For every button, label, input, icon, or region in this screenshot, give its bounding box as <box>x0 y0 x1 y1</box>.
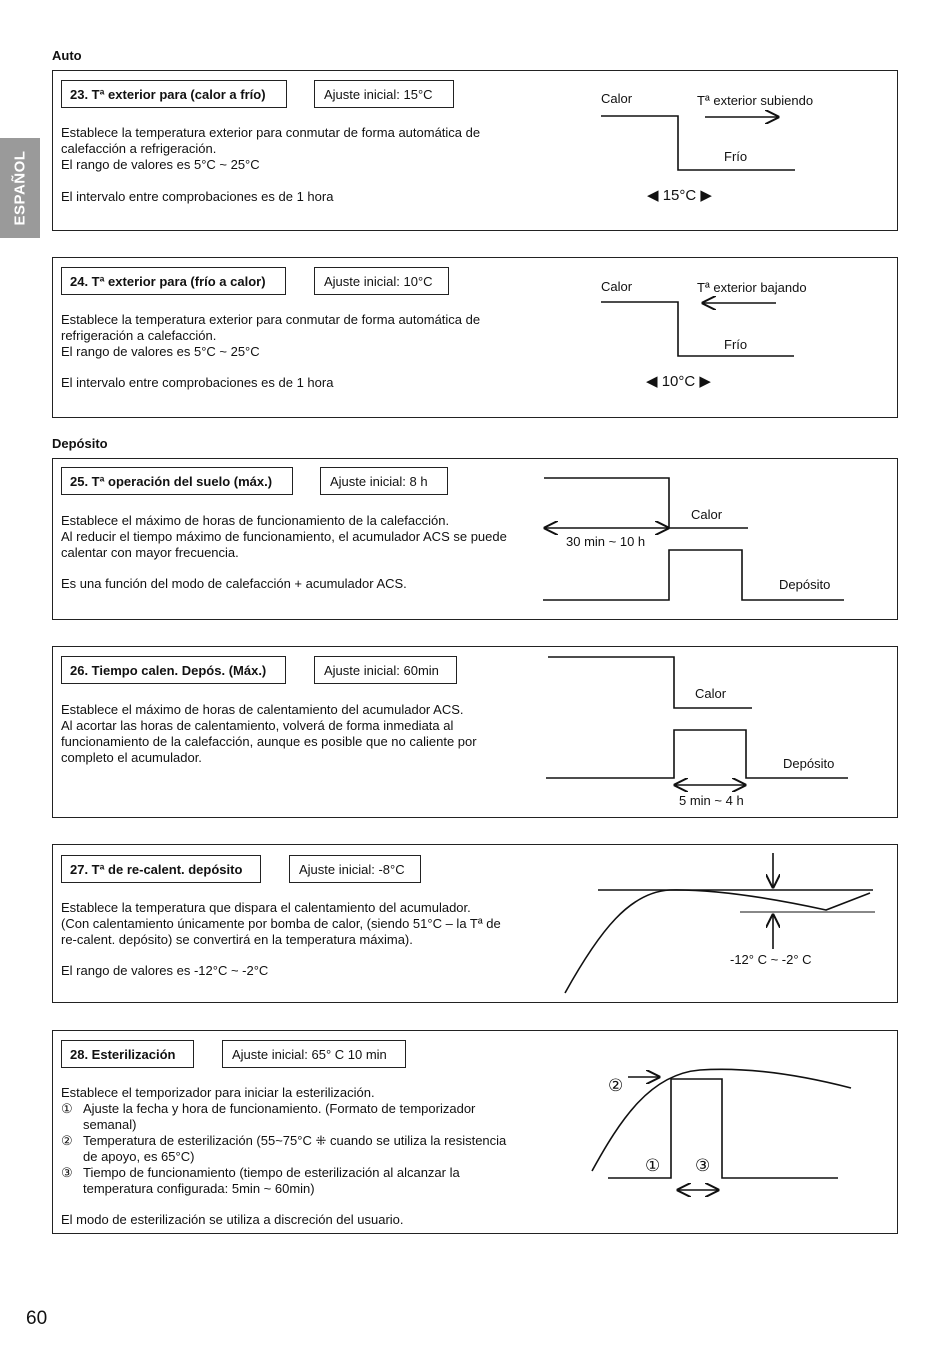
item-26-desc-4: completo el acumulador. <box>61 750 202 765</box>
item-28-list-3-line-2: temperatura configurada: 5min ~ 60min) <box>83 1181 315 1196</box>
item-26-desc-1: Establece el máximo de horas de calentamiento del acumulador ACS. <box>61 702 464 717</box>
item-28-title: 28. Esterilización <box>61 1040 194 1068</box>
item-28-list-3-line-1: Tiempo de funcionamiento (tiempo de esterilización al alcanzar la <box>83 1165 460 1180</box>
right-triangle-icon: ▶ <box>700 187 712 204</box>
item-28-list-3-num: ③ <box>61 1165 73 1180</box>
item-28-list-1-line-1: Ajuste la fecha y hora de funcionamiento. (Formato de temporizador <box>83 1101 476 1116</box>
item-23-trend-label: Tª exterior subiendo <box>697 93 814 108</box>
item-28-intro: Establece el temporizador para iniciar la esterilización. <box>61 1085 375 1100</box>
item-27-desc-2: (Con calentamiento únicamente por bomba de calor, (siendo 51°C – la Tª de <box>61 916 501 931</box>
language-label: ESPAÑOL <box>11 150 29 226</box>
item-24-desc-3: El rango de valores es 5°C ~ 25°C <box>61 344 260 359</box>
item-26-deposito-line <box>546 730 848 778</box>
item-23-desc-4: El intervalo entre comprobaciones es de 1 hora <box>61 189 334 204</box>
left-triangle-icon: ◀ <box>647 187 659 204</box>
item-26-desc-3: funcionamiento de la calefacción, aunque es posible que no caliente por <box>61 734 477 749</box>
item-24-initial: Ajuste inicial: 10°C <box>314 267 449 295</box>
item-25-desc-2: Al reducir el tiempo máximo de funcionamiento, el acumulador ACS se puede <box>61 529 507 544</box>
item-24-trend-label: Tª exterior bajando <box>697 280 807 295</box>
left-triangle-icon: ◀ <box>646 373 658 390</box>
item-24-desc-1: Establece la temperatura exterior para conmutar de forma automática de <box>61 312 481 327</box>
item-28-marker-2: ② <box>608 1076 624 1095</box>
item-25-deposito-label: Depósito <box>779 577 831 592</box>
item-28-initial: Ajuste inicial: 65° C 10 min <box>222 1040 406 1068</box>
item-24-desc-2: refrigeración a calefacción. <box>61 328 217 343</box>
item-24-calor-label: Calor <box>601 279 633 294</box>
item-28-pulse <box>608 1079 838 1178</box>
right-triangle-icon: ▶ <box>699 373 711 390</box>
item-26-range-label: 5 min ~ 4 h <box>679 793 744 808</box>
item-28-list-2-num: ② <box>61 1133 73 1148</box>
item-24-frio-label: Frío <box>724 337 748 352</box>
item-25-desc-3: calentar con mayor frecuencia. <box>61 545 239 560</box>
item-27-desc-4: El rango de valores es -12°C ~ -2°C <box>61 963 269 978</box>
item-27-curve <box>565 890 870 993</box>
item-23-calor-label: Calor <box>601 91 633 106</box>
item-23-step-line <box>601 116 795 170</box>
item-23-value-text: 15°C <box>662 187 697 204</box>
item-23-frio-label: Frío <box>724 149 748 164</box>
item-25-calor-label: Calor <box>691 507 723 522</box>
item-26-initial: Ajuste inicial: 60min <box>314 656 457 684</box>
item-23-title: 23. Tª exterior para (calor a frío) <box>61 80 287 108</box>
item-25-desc-1: Establece el máximo de horas de funcionamiento de la calefacción. <box>61 513 450 528</box>
item-25-initial: Ajuste inicial: 8 h <box>320 467 448 495</box>
item-23-initial: Ajuste inicial: 15°C <box>314 80 454 108</box>
page-number: 60 <box>26 1308 48 1329</box>
item-28-marker-3: ③ <box>695 1156 711 1175</box>
item-24-value-text: 10°C <box>661 373 696 390</box>
item-28-list-2-line-2: de apoyo, es 65°C) <box>83 1149 195 1164</box>
item-24-step-line <box>601 302 794 356</box>
item-28-list-1-num: ① <box>61 1101 73 1116</box>
item-25-range-label: 30 min ~ 10 h <box>566 534 646 549</box>
item-23-desc-2: calefacción a refrigeración. <box>61 141 217 156</box>
item-26-calor-line <box>548 657 752 708</box>
item-25-desc-4: Es una función del modo de calefacción + acumulador ACS. <box>61 576 407 591</box>
item-27-initial: Ajuste inicial: -8°C <box>289 855 421 883</box>
item-27-title: 27. Tª de re-calent. depósito <box>61 855 261 883</box>
item-28-marker-1: ① <box>645 1156 661 1175</box>
item-26-deposito-label: Depósito <box>783 756 835 771</box>
item-23-desc-1: Establece la temperatura exterior para conmutar de forma automática de <box>61 125 481 140</box>
item-26-desc-2: Al acortar las horas de calentamiento, volverá de forma inmediata al <box>61 718 454 733</box>
item-24-title: 24. Tª exterior para (frío a calor) <box>61 267 286 295</box>
item-28-list-2-line-1: Temperatura de esterilización (55~75°C ⁜ cuando se utiliza la resistencia <box>83 1133 507 1148</box>
item-26-title: 26. Tiempo calen. Depós. (Máx.) <box>61 656 286 684</box>
item-26-calor-label: Calor <box>695 686 727 701</box>
item-25-title: 25. Tª operación del suelo (máx.) <box>61 467 293 495</box>
item-28-list-1-line-2: semanal) <box>83 1117 137 1132</box>
item-25-deposito-line <box>543 550 844 600</box>
item-27-desc-3: re-calent. depósito) se convertirá en la temperatura máxima). <box>61 932 413 947</box>
section-title-auto: Auto <box>52 48 82 63</box>
item-23-desc-3: El rango de valores es 5°C ~ 25°C <box>61 157 260 172</box>
item-24-desc-4: El intervalo entre comprobaciones es de 1 hora <box>61 375 334 390</box>
item-25-calor-line <box>544 478 748 528</box>
item-27-desc-1: Establece la temperatura que dispara el calentamiento del acumulador. <box>61 900 471 915</box>
section-title-deposito: Depósito <box>52 436 108 451</box>
item-27-range-label: -12° C ~ -2° C <box>730 952 812 967</box>
item-28-footer: El modo de esterilización se utiliza a discreción del usuario. <box>61 1212 404 1227</box>
